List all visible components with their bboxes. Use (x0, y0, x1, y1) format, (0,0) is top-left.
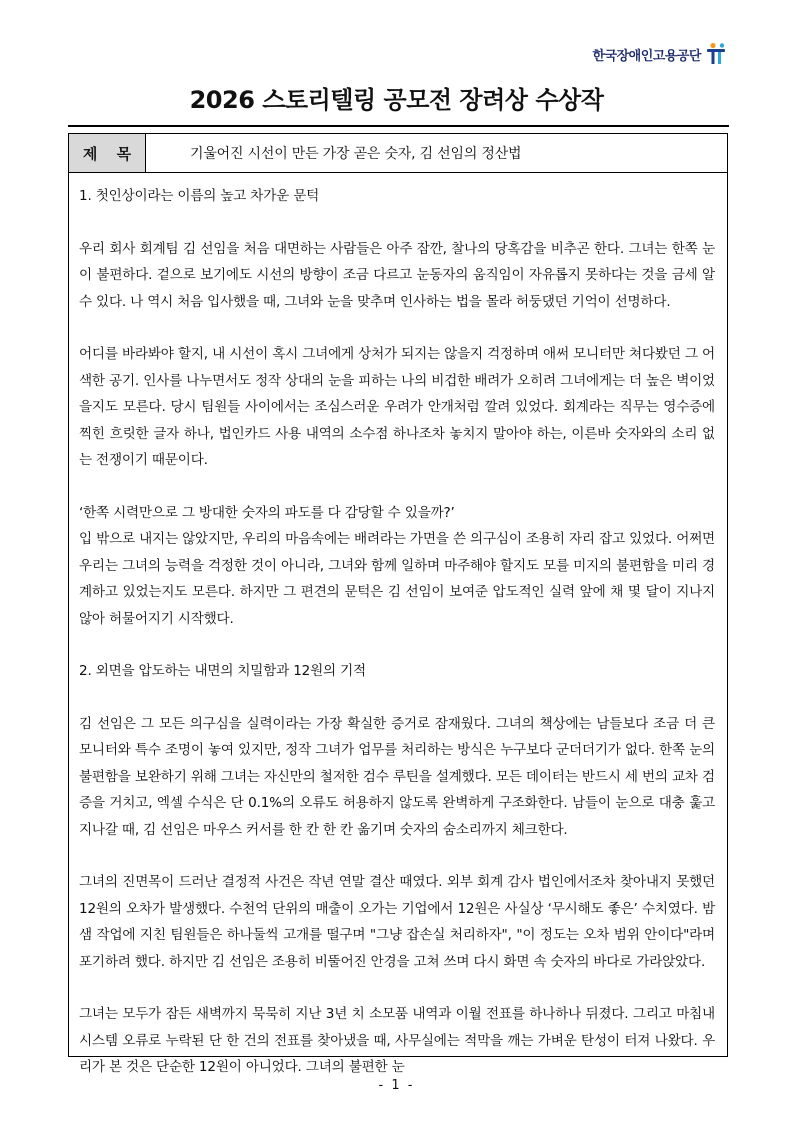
paragraph-6: 그녀는 모두가 잠든 새벽까지 묵묵히 지난 3년 치 소모품 내역과 이월 전표를 하나하나 뒤졌다. 그리고 마침내 시스템 오류로 누락된 단 한 건의 전표를 찾아냈을 때, 사무실에는 적막을 깨는 가벼운 탄성이 터져 나왔다. 우리가 본 것은 단순한 12원이 아니었다. 그녀의 불편한 눈 (79, 1006, 715, 1075)
quote-line: ‘한쪽 시력만으로 그 방대한 숫자의 파도를 다 감당할 수 있을까?’ (79, 504, 455, 521)
page-number: - 1 - (378, 1078, 415, 1093)
paragraph-2: 어디를 바라봐야 할지, 내 시선이 혹시 그녀에게 상처가 되지는 않을지 걱정하며 애써 모니터만 쳐다봤던 그 어색한 공기. 인사를 나누면서도 정작 상대의 눈을 피하는 나의 비겁한 배려가 오히려 그녀에게는 더 높은 벽이었을지도 모른다. 당시 팀원들 사이에서는 조심스러운 우려가 안개처럼 깔려 있었다. 회계라는 직무는 영수증에 찍힌 흐릿한 글자 하나, 법인카드 사용 내역의 소수점 하나조차 놓치지 말아야 하는, 이른바 숫자와의 소리 없는 전쟁이기 때문이다. (79, 346, 715, 468)
section-2-heading: 2. 외면을 압도하는 내면의 치밀함과 12원의 기적 (79, 663, 366, 679)
document-title: 2026 스토리텔링 공모전 장려상 수상작 (189, 86, 604, 114)
paragraph-5: 그녀의 진면목이 드러난 결정적 사건은 작년 연말 결산 때였다. 외부 회계 감사 법인에서조차 찾아내지 못했던 12원의 오차가 발생했다. 수천억 단위의 매출이 오가는 기업에서 12원은 사실상 ‘무시해도 좋은’ 수치였다. 밤샘 작업에 지친 팀원들은 하나둘씩 고개를 떨구며 "그냥 잡손실 처리하자", "이 정도는 오차 범위 안이다"라며 포기하려 했다. 하지만 김 선임은 조용히 비뚤어진 안경을 고쳐 쓰며 다시 화면 속 숫자의 바다로 가라앉았다. (79, 874, 715, 970)
paragraph-1: 우리 회사 회계팀 김 선임을 처음 대면하는 사람들은 아주 잠깐, 찰나의 당혹감을 비추곤 한다. 그녀는 한쪽 눈이 불편하다. 겉으로 보기에도 시선의 방향이 조금 다르고 눈동자의 움직임이 자유롭지 못하다는 것을 금세 알 수 있다. 나 역시 처음 입사했을 때, 그녀와 눈을 맞추며 인사하는 법을 몰라 허둥댔던 기억이 선명하다. (79, 240, 715, 310)
essay-body (69, 173, 727, 1081)
paragraph-4: 김 선임은 그 모든 의구심을 실력이라는 가장 확실한 증거로 잠재웠다. 그녀의 책상에는 남들보다 조금 더 큰 모니터와 특수 조명이 놓여 있지만, 정작 그녀가 업무를 처리하는 방식은 누구보다 군더더기가 없다. 한쪽 눈의 불편함을 보완하기 위해 그녀는 자신만의 철저한 검수 루틴을 설계했다. 모든 데이터는 반드시 세 번의 교차 검증을 거치고, 엑셀 수식은 단 0.1%의 오류도 허용하지 않도록 완벽하게 구조화한다. 남들이 눈으로 대충 훑고 지나갈 때, 김 선임은 마우스 커서를 한 칸 한 칸 옮기며 숫자의 숨소리까지 체크한다. (79, 715, 715, 838)
org-emblem-icon (705, 42, 727, 66)
section-1-heading: 1. 첫인상이라는 이름의 높고 차가운 문턱 (79, 188, 320, 204)
subject-row (69, 134, 727, 173)
title-rule (68, 125, 729, 127)
subject-value: 기울어진 시선이 만든 가장 곧은 숫자, 김 선임의 정산법 (190, 146, 522, 162)
content-box (68, 133, 728, 1075)
org-name: 한국장애인고용공단 (592, 48, 701, 64)
org-logo (592, 42, 727, 66)
paragraph-3: 입 밖으로 내지는 않았지만, 우리의 마음속에는 배려라는 가면을 쓴 의구심이 조용히 자리 잡고 있었다. 어쩌면 우리는 그녀의 능력을 걱정한 것이 아니라, 그녀와 함께 일하며 마주해야 할지도 모를 미지의 불편함을 미리 경계하고 있었는지도 모른다. 하지만 그 편견의 문턱은 김 선임이 보여준 압도적인 실력 앞에 채 몇 달이 지나지 않아 허물어지기 시작했다. (79, 531, 715, 627)
subject-label: 제 목 (69, 134, 146, 172)
